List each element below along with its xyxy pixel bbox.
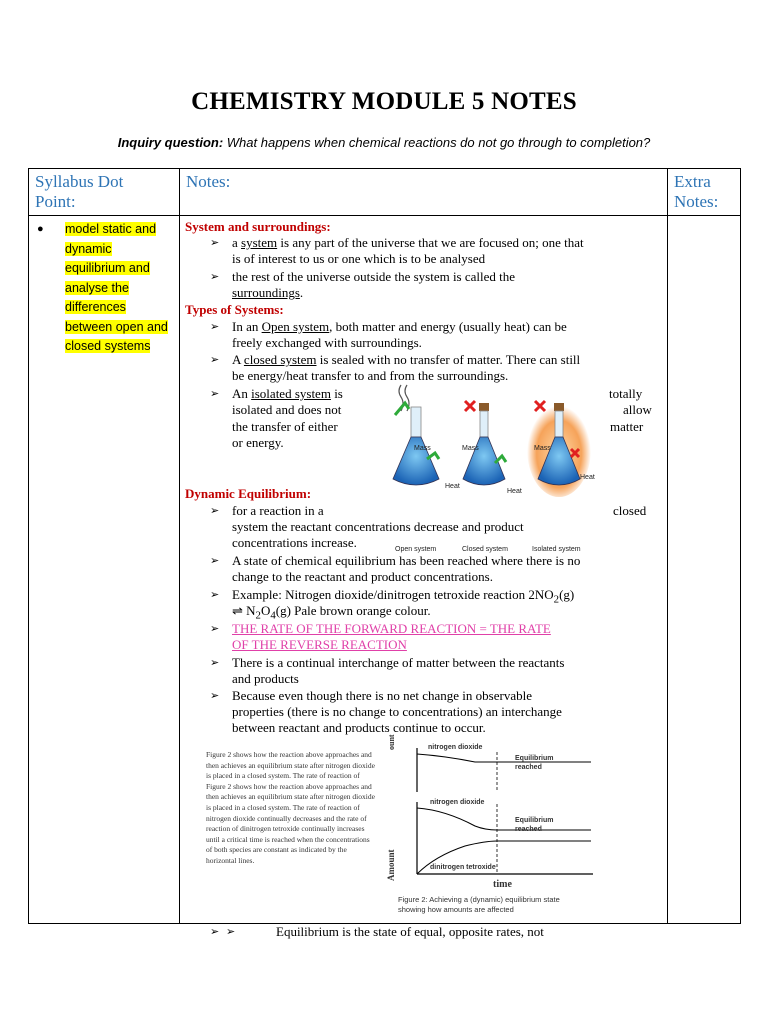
graph-axis-label: time [493,879,512,890]
note-line: Example: Nitrogen dioxide/dinitrogen tetroxide reaction $2NO_2(g)$ [232,587,575,606]
arrow-icon: ➢ [210,926,220,938]
graph-label: reached [515,764,542,771]
syllabus-cell [29,216,180,924]
dynamic-heading: Dynamic Equilibrium: [185,486,312,501]
arrow-icon: ➢ [210,505,220,517]
note-line: totally [609,386,643,401]
flask-label: Mass [462,445,479,452]
note-line: A state of chemical equilibrium has been reached where there is no [232,553,581,568]
extra-notes-cell [668,216,741,924]
note-line: a system is any part of the universe that we are focused on; one that [232,235,584,250]
note-line: Because even though there is no net change in observable [232,688,532,703]
graph-label: nitrogen dioxide [428,744,483,751]
flask-label: Mass [414,445,431,452]
note-line: THE RATE OF THE FORWARD REACTION = THE RATE [232,621,551,636]
note-line: and products [232,671,299,686]
note-line: concentrations increase. [232,535,357,550]
arrow-icon: ➢ [210,354,220,366]
note-line: between reactant and products continue to occur. [232,720,486,735]
note-line: the rest of the universe outside the system is called the [232,269,516,284]
figure-caption: Figure 2: Achieving a (dynamic) equilibrium state [398,895,560,904]
notes-cell [180,216,668,939]
closed-system-flask-icon [463,401,506,485]
figure-paragraph: Figure 2 shows how the reaction above approaches and then achieves an equilibrium state after nitrogen dioxide is placed in a closed system. The rate of reaction of Figure 2 shows how the reaction above approaches and then achieves an equilibrium state after nitrogen dioxide is placed in a closed system. The rate of reaction of nitrogen dioxide continually decreases and the rate of reaction of dinitrogen tetroxide continually increases until a critical time is reached when the concentrations of both species are constant as indicated by the horizontal lines. [206,750,375,865]
note-line: matter [610,419,644,434]
graph-label: Equilibrium [515,755,554,762]
bullet-icon: ● [37,223,44,235]
inquiry-text: What happens when chemical reactions do not go through to completion? [223,135,651,150]
note-line: surroundings. [232,285,304,300]
note-line: the transfer of either [232,419,338,434]
arrow-icon: ➢ [210,589,220,601]
open-system-flask-icon [393,385,439,485]
arrow-icon: ➢ [210,388,220,400]
flask-caption: Open system [395,546,437,553]
inquiry-question [0,135,768,150]
note-line: ⇌ $N_2O_4(g)$ Pale brown orange colour. [232,603,431,622]
note-line: closed [613,503,647,518]
flask-caption: Isolated system [532,546,581,553]
header-syllabus: Syllabus Dot Point: [29,169,180,216]
notes-table [28,168,741,939]
header-notes: Notes: [180,169,668,216]
flask-label: Mass [534,445,551,452]
graph-label: Equilibrium [515,817,554,824]
graph-label: reached [515,826,542,833]
graph-axis-label: Amount [386,849,396,881]
note-line: for a reaction in a [232,503,324,518]
note-line: There is a continual interchange of matter between the reactants [232,655,565,670]
arrow-icon: ➢ [210,690,220,702]
note-line: freely exchanged with surroundings. [232,335,422,350]
flask-label: Heat [580,474,595,481]
syllabus-point: model static and dynamic equilibrium and analyse the differences between open and closed systems [65,222,168,353]
arrow-icon: ➢ [210,271,220,283]
flask-label: Heat [445,483,460,490]
figure-caption: showing how amounts are affected [398,905,514,914]
note-line: change to the reactant and product concentrations. [232,569,493,584]
flask-caption: Closed system [462,546,508,553]
note-line: In an Open system, both matter and energy (usually heat) can be [232,319,567,334]
note-line: A closed system is sealed with no transfer of matter. There can still [232,352,581,367]
system-heading: System and surroundings: [185,219,331,234]
header-extra: Extra Notes: [668,169,741,216]
note-line: Equilibrium is the state of equal, opposite rates, not [276,924,544,939]
arrow-icon: ➢ [210,555,220,567]
note-line: be energy/heat transfer to and from the surroundings. [232,368,509,383]
graph-label: nitrogen dioxide [430,799,485,806]
flask-label: Heat [507,488,522,495]
arrow-icon: ➢ [210,657,220,669]
document-title: CHEMISTRY MODULE 5 NOTES [191,88,577,115]
arrow-icon: ➢ [226,926,236,938]
note-line: isolated and does not [232,402,342,417]
graph-label: dinitrogen tetroxide [430,864,496,871]
arrow-icon: ➢ [210,623,220,635]
note-line: properties (there is no change to concentrations) an interchange [232,704,562,719]
note-line: or energy. [232,435,284,450]
note-line: system the reactant concentrations decrease and product [232,519,524,534]
types-heading: Types of Systems: [185,302,284,317]
note-line: An isolated system is [232,386,343,401]
arrow-icon: ➢ [210,321,220,333]
note-line: OF THE REVERSE REACTION [232,637,407,652]
inquiry-label: Inquiry question: [117,135,224,150]
note-line: is of interest to us or one which is to be analysed [232,251,486,266]
arrow-icon: ➢ [210,237,220,249]
graph-axis-label: ount [387,734,396,750]
note-line: allow [623,402,652,417]
